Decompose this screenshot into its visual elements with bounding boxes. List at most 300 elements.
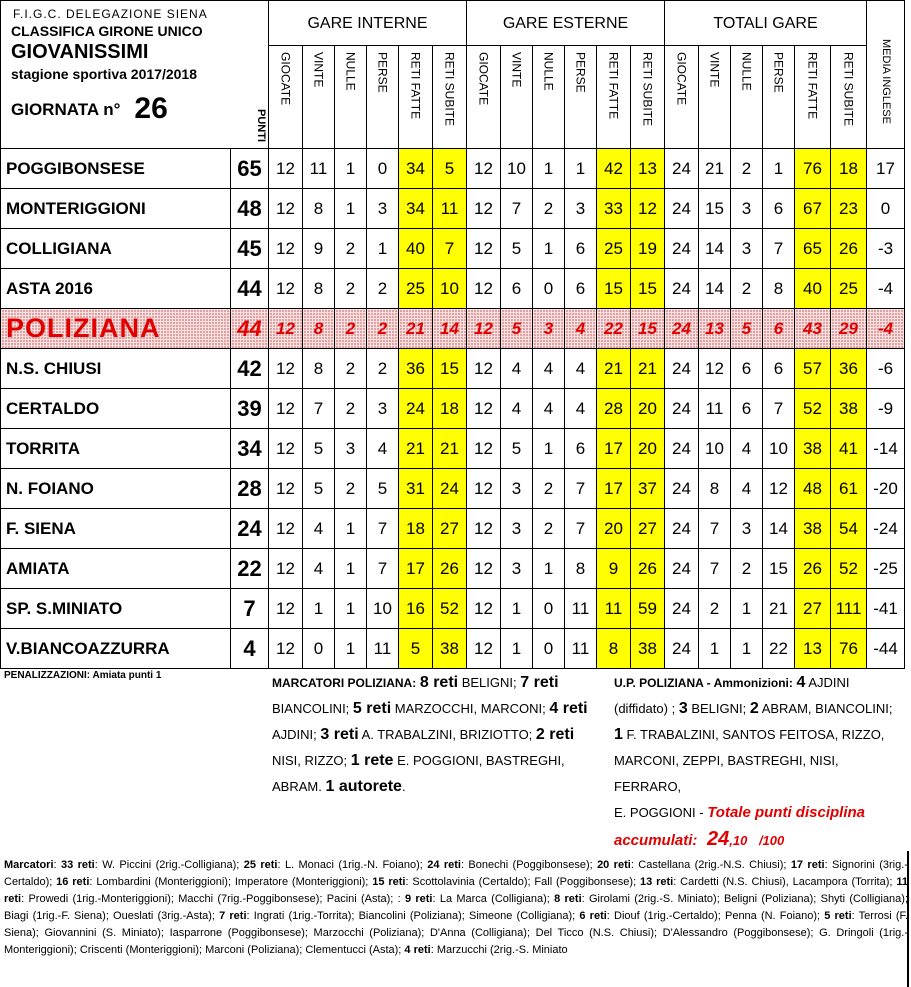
stat-cell: 24	[665, 589, 699, 629]
stat-cell: 1	[335, 149, 367, 189]
stat-cell: 12	[269, 269, 303, 309]
stat-cell: 12	[269, 509, 303, 549]
stat-cell: 7	[699, 549, 731, 589]
stat-cell: 7	[763, 229, 795, 269]
stat-cell: 27	[433, 509, 467, 549]
team-name: POGGIBONSESE	[1, 149, 231, 189]
stat-cell: 42	[597, 149, 631, 189]
stat-cell: 6	[763, 309, 795, 349]
discipline-names: BELIGNI;	[691, 701, 747, 716]
stat-cell: 0	[367, 149, 399, 189]
scorer-names: A. TRABALZINI, BRIZIOTTO;	[361, 727, 533, 742]
stat-cell: 7	[699, 509, 731, 549]
col-header-nulle: NULLE	[731, 46, 763, 149]
stat-cell: 12	[467, 429, 501, 469]
media-inglese: -6	[867, 349, 905, 389]
stat-cell: 59	[631, 589, 665, 629]
goal-count: 8 reti	[554, 893, 582, 905]
team-row	[1, 309, 905, 349]
stat-cell: 12	[269, 469, 303, 509]
stat-cell: 4	[501, 349, 533, 389]
discipline-count: 1	[614, 726, 623, 743]
col-header-reti-subite: RETI SUBITE	[433, 46, 467, 149]
stat-cell: 40	[795, 269, 831, 309]
stat-cell: 12	[467, 389, 501, 429]
stat-cell: 3	[501, 469, 533, 509]
stat-cell: 65	[795, 229, 831, 269]
discipline-count: 4	[796, 674, 806, 691]
poliziana-discipline	[614, 670, 908, 854]
stat-cell: 24	[399, 389, 433, 429]
stat-cell: 1	[533, 429, 565, 469]
media-inglese: -3	[867, 229, 905, 269]
stat-cell: 4	[565, 389, 597, 429]
stat-cell: 54	[831, 509, 867, 549]
stat-cell: 12	[467, 309, 501, 349]
stat-cell: 4	[367, 429, 399, 469]
group-header-esterne: GARE ESTERNE	[467, 1, 665, 46]
scorer-goals: 7 reti	[520, 674, 559, 691]
col-header-giocate: GIOCATE	[665, 46, 699, 149]
discipline-accum-label: accumulati:	[614, 832, 698, 849]
stat-cell: 7	[433, 229, 467, 269]
stat-cell: 3	[731, 509, 763, 549]
scorer-goals: 1 rete	[350, 752, 394, 769]
stat-cell: 2	[731, 549, 763, 589]
stat-cell: 1	[335, 509, 367, 549]
team-points: 44	[231, 269, 269, 309]
stat-cell: 11	[303, 149, 335, 189]
stat-cell: 12	[467, 189, 501, 229]
stat-cell: 8	[303, 349, 335, 389]
media-inglese: -41	[867, 589, 905, 629]
stat-cell: 48	[795, 469, 831, 509]
discipline-names: ABRAM, BIANCOLINI;	[761, 701, 893, 716]
stat-cell: 52	[831, 549, 867, 589]
media-inglese: -25	[867, 549, 905, 589]
stat-cell: 2	[335, 269, 367, 309]
org-name: F.I.G.C. DELEGAZIONE SIENA	[13, 7, 208, 21]
stat-cell: 12	[269, 229, 303, 269]
goal-count: 11 reti	[4, 876, 908, 905]
stat-cell: 15	[631, 309, 665, 349]
stat-cell: 3	[565, 189, 597, 229]
stat-cell: 1	[731, 589, 763, 629]
team-row	[1, 349, 905, 389]
scorer-list: Girolami (2rig.-S. Miniato); Beligni (Poliziana); Shyti (Colligiana); Biagi (1rig.-F. Siena); Oueslati (3rig.-Asta);	[4, 893, 909, 922]
own-goal: 1 autorete	[325, 778, 402, 795]
stat-cell: 2	[731, 269, 763, 309]
stat-cell: 21	[699, 149, 731, 189]
scorer-list: Terrosi (F. Siena); Giovannini (S. Miniato); Iasparrone (Poggibonsese); Marzocchi (Poliziana); D'Anna (Colligiana); Del Ticco (N.S. Chiusi); D'Alessandro (Poggibonsese); G. Dringoli (1rig.-Monteriggioni); Criscenti (Monteriggioni); Marconi (Poliziana); Clementucci (Asta);	[4, 910, 909, 956]
team-points: 65	[231, 149, 269, 189]
stat-cell: 7	[565, 509, 597, 549]
stat-cell: 3	[731, 189, 763, 229]
stat-cell: 24	[665, 509, 699, 549]
group-header-interne: GARE INTERNE	[269, 1, 467, 46]
stat-cell: 7	[303, 389, 335, 429]
goal-count: 9 reti	[404, 893, 433, 905]
stat-cell: 4	[501, 389, 533, 429]
col-header-media: MEDIA INGLESE	[867, 1, 905, 149]
scorer-list: Signorini (3rig.-Certaldo);	[4, 859, 908, 888]
stat-cell: 18	[399, 509, 433, 549]
stat-cell: 7	[367, 509, 399, 549]
stat-cell: 21	[399, 429, 433, 469]
scorer-list: Cardetti (N.S. Chiusi), Lacampora (Torrita);	[680, 876, 893, 888]
stat-cell: 3	[501, 549, 533, 589]
stat-cell: 34	[399, 189, 433, 229]
stat-cell: 1	[533, 549, 565, 589]
stat-cell: 8	[763, 269, 795, 309]
col-header-nulle: NULLE	[335, 46, 367, 149]
stat-cell: 18	[831, 149, 867, 189]
stat-cell: 12	[269, 549, 303, 589]
scorer-names: BIANCOLINI;	[272, 701, 350, 716]
stat-cell: 24	[665, 469, 699, 509]
stat-cell: 11	[565, 589, 597, 629]
stat-cell: 1	[501, 629, 533, 669]
stat-cell: 10	[699, 429, 731, 469]
goal-count: 6 reti	[579, 910, 607, 922]
discipline-names: MARCONI, ZEPPI, BASTREGHI, NISI, FERRARO,	[614, 753, 839, 794]
stat-cell: 1	[335, 189, 367, 229]
team-name: TORRITA	[1, 429, 231, 469]
stat-cell: 5	[367, 469, 399, 509]
col-header-reti-subite: RETI SUBITE	[631, 46, 665, 149]
stat-cell: 4	[533, 389, 565, 429]
stat-cell: 14	[433, 309, 467, 349]
discipline-total-label: Totale punti disciplina	[707, 804, 865, 821]
stat-cell: 14	[699, 229, 731, 269]
scorer-list: W. Piccini (2rig.-Colligiana);	[102, 859, 240, 871]
stat-cell: 12	[269, 629, 303, 669]
stat-cell: 2	[533, 469, 565, 509]
scorer-list: Lombardini (Monteriggioni); Imperatore (Monteriggioni);	[96, 876, 369, 888]
media-inglese: -14	[867, 429, 905, 469]
giornata-line	[11, 92, 268, 126]
goal-count: 5 reti	[824, 910, 852, 922]
team-name: N. FOIANO	[1, 469, 231, 509]
stat-cell: 7	[763, 389, 795, 429]
goal-count: 15 reti	[372, 876, 406, 888]
stat-cell: 6	[565, 429, 597, 469]
stat-cell: 38	[433, 629, 467, 669]
col-header-vinte: VINTE	[501, 46, 533, 149]
media-inglese: -4	[867, 309, 905, 349]
stat-cell: 12	[269, 349, 303, 389]
team-row	[1, 589, 905, 629]
stat-cell: 11	[565, 629, 597, 669]
stat-cell: 1	[731, 629, 763, 669]
stat-cell: 5	[303, 469, 335, 509]
team-row	[1, 149, 905, 189]
stat-cell: 12	[269, 389, 303, 429]
goal-count: 4 reti	[404, 944, 431, 956]
stat-cell: 34	[399, 149, 433, 189]
stat-cell: 38	[831, 389, 867, 429]
team-points: 24	[231, 509, 269, 549]
stat-cell: 7	[367, 549, 399, 589]
stat-cell: 7	[501, 189, 533, 229]
stat-cell: 6	[565, 269, 597, 309]
stat-cell: 6	[763, 349, 795, 389]
stat-cell: 2	[335, 389, 367, 429]
team-name: POLIZIANA	[1, 309, 231, 349]
stat-cell: 7	[565, 469, 597, 509]
goal-count: 17 reti	[790, 859, 825, 871]
stat-cell: 52	[795, 389, 831, 429]
league-scorers-label: Marcatori	[4, 859, 54, 871]
stat-cell: 8	[597, 629, 631, 669]
stat-cell: 24	[665, 429, 699, 469]
stat-cell: 2	[533, 189, 565, 229]
scorer-goals: 2 reti	[535, 726, 575, 743]
team-name: SP. S.MINIATO	[1, 589, 231, 629]
stat-cell: 25	[597, 229, 631, 269]
stat-cell: 15	[699, 189, 731, 229]
col-header-giocate: GIOCATE	[269, 46, 303, 149]
stat-cell: 20	[597, 509, 631, 549]
stat-cell: 41	[831, 429, 867, 469]
team-points: 42	[231, 349, 269, 389]
stat-cell: 4	[565, 309, 597, 349]
goal-count: 20 reti	[597, 859, 631, 871]
scorer-names: BELIGNI;	[461, 675, 517, 690]
stat-cell: 18	[433, 389, 467, 429]
discipline-count: 3	[678, 700, 688, 717]
goal-count: 13 reti	[640, 876, 674, 888]
stat-cell: 28	[597, 389, 631, 429]
goal-count: 7 reti	[219, 910, 247, 922]
col-header-vinte: VINTE	[303, 46, 335, 149]
stat-cell: 12	[763, 469, 795, 509]
col-header-giocate: GIOCATE	[467, 46, 501, 149]
stat-cell: 24	[665, 389, 699, 429]
stat-cell: 2	[335, 469, 367, 509]
media-inglese: 0	[867, 189, 905, 229]
team-points: 4	[231, 629, 269, 669]
stat-cell: 6	[763, 189, 795, 229]
giornata-label: GIORNATA n°	[11, 100, 121, 119]
punti-header: PUNTI	[255, 109, 267, 142]
stat-cell: 38	[631, 629, 665, 669]
stat-cell: 1	[335, 589, 367, 629]
stat-cell: 3	[367, 189, 399, 229]
stat-cell: 13	[631, 149, 665, 189]
stat-cell: 17	[597, 469, 631, 509]
league-scorers: Marcatori: 33 reti: W. Piccini (2rig.-Colligiana); 25 reti: L. Monaci (1rig.-N. Foiano); 24 reti: Bonechi (Poggibonsese); 20 reti: Castellana (2rig.-N.S. Chiusi); 17 reti: Signorini (3rig.-Certaldo); 16 reti: Lombardini (Monteriggioni); Imperatore (Monteriggioni); 15 reti: Scottolavinia (Certaldo); Fall (Poggibonsese); 13 reti: Cardetti (N.S. Chiusi), Lacampora (Torrita); 11 reti: Prowedi (1rig.-Monteriggioni); Macchi (7rig.-Poggibonsese); Pacini (Asta); : 9 reti: La Marca (Colligiana); 8 reti: Girolami (2rig.-S. Miniato); Beligni (Poliziana); Shyti (Colligiana); Biagi (1rig.-F. Siena); Oueslati (3rig.-Asta); 7 reti: Ingrati (1rig.-Torrita); Biancolini (Poliziana); Simeone (Colligiana); 6 reti: Diouf (1rig.-Certaldo); Penna (N. Foiano); 5 reti: Terrosi (F. Siena); Giovannini (S. Miniato); Iasparrone (Poggibonsese); Marzocchi (Poliziana); D'Anna (Colligiana); Del Ticco (N.S. Chiusi); D'Alessandro (Poggibonsese); G. Dringoli (1rig.-Monteriggioni); Criscenti (Monteriggioni); Marconi (Poliziana); Clementucci (Asta); 4 reti: Marzucchi (2rig.-S. Miniato	[4, 859, 909, 956]
team-row	[1, 229, 905, 269]
season-label: stagione sportiva 2017/2018	[11, 66, 197, 82]
stat-cell: 5	[433, 149, 467, 189]
stat-cell: 12	[269, 429, 303, 469]
stat-cell: 2	[533, 509, 565, 549]
team-points: 7	[231, 589, 269, 629]
stat-cell: 24	[665, 549, 699, 589]
stat-cell: 12	[467, 629, 501, 669]
discipline-label: U.P. POLIZIANA - Ammonizioni:	[614, 676, 793, 690]
stat-cell: 19	[631, 229, 665, 269]
stat-cell: 24	[665, 229, 699, 269]
stat-cell: 3	[731, 229, 763, 269]
stat-cell: 12	[467, 469, 501, 509]
stat-cell: 29	[831, 309, 867, 349]
scorer-names: E. POGGIONI, BASTREGHI,	[397, 753, 565, 768]
stat-cell: 12	[467, 229, 501, 269]
stat-cell: 2	[367, 309, 399, 349]
stat-cell: 3	[367, 389, 399, 429]
stat-cell: 8	[699, 469, 731, 509]
stat-cell: 11	[699, 389, 731, 429]
stat-cell: 21	[763, 589, 795, 629]
stat-cell: 111	[831, 589, 867, 629]
discipline-names: E. POGGIONI -	[614, 805, 704, 820]
stat-cell: 15	[433, 349, 467, 389]
stat-cell: 4	[731, 469, 763, 509]
stat-cell: 13	[795, 629, 831, 669]
stat-cell: 3	[335, 429, 367, 469]
stat-cell: 2	[335, 229, 367, 269]
group-header-totali: TOTALI GARE	[665, 1, 867, 46]
stat-cell: 16	[399, 589, 433, 629]
stat-cell: 21	[433, 429, 467, 469]
stat-cell: 13	[699, 309, 731, 349]
scorer-list: La Marca (Colligiana);	[439, 893, 550, 905]
stat-cell: 33	[597, 189, 631, 229]
discipline-names: AJDINI	[808, 675, 850, 690]
goal-count: 24 reti	[427, 859, 461, 871]
stat-cell: 0	[303, 629, 335, 669]
stat-cell: 12	[269, 149, 303, 189]
discipline-names: F. TRABALZINI, SANTOS FEITOSA, RIZZO,	[626, 727, 885, 742]
team-row	[1, 389, 905, 429]
stat-cell: 15	[631, 269, 665, 309]
team-name: V.BIANCOAZZURRA	[1, 629, 231, 669]
stat-cell: 6	[501, 269, 533, 309]
stat-cell: 1	[335, 549, 367, 589]
stat-cell: 12	[699, 349, 731, 389]
col-header-perse: PERSE	[367, 46, 399, 149]
goal-count: 33 reti	[60, 859, 95, 871]
scorer-names: AJDINI;	[272, 727, 317, 742]
team-row	[1, 629, 905, 669]
stat-cell: 38	[795, 509, 831, 549]
stat-cell: 0	[533, 629, 565, 669]
scorer-names: MARZOCCHI, MARCONI;	[394, 701, 546, 716]
header-info	[1, 1, 269, 149]
media-inglese: -20	[867, 469, 905, 509]
scorer-list: Bonechi (Poggibonsese);	[468, 859, 593, 871]
discipline-total-max: /100	[758, 833, 785, 848]
stat-cell: 27	[631, 509, 665, 549]
stat-cell: 1	[303, 589, 335, 629]
stat-cell: 9	[303, 229, 335, 269]
stat-cell: 1	[367, 229, 399, 269]
stat-cell: 8	[303, 309, 335, 349]
stat-cell: 1	[699, 629, 731, 669]
stat-cell: 25	[831, 269, 867, 309]
stat-cell: 2	[335, 349, 367, 389]
col-header-perse: PERSE	[763, 46, 795, 149]
stat-cell: 36	[831, 349, 867, 389]
team-name: COLLIGIANA	[1, 229, 231, 269]
col-header-reti-fatte: RETI FATTE	[795, 46, 831, 149]
stat-cell: 1	[565, 149, 597, 189]
team-name: MONTERIGGIONI	[1, 189, 231, 229]
stat-cell: 22	[763, 629, 795, 669]
stat-cell: 24	[665, 309, 699, 349]
team-name: N.S. CHIUSI	[1, 349, 231, 389]
stat-cell: 38	[795, 429, 831, 469]
stat-cell: 5	[399, 629, 433, 669]
stat-cell: 12	[467, 269, 501, 309]
penalizzazioni: PENALIZZAZIONI: Amiata punti 1	[4, 670, 162, 681]
stat-cell: 31	[399, 469, 433, 509]
stat-cell: 12	[631, 189, 665, 229]
media-inglese: -4	[867, 269, 905, 309]
col-header-vinte: VINTE	[699, 46, 731, 149]
stat-cell: 14	[763, 509, 795, 549]
scorer-goals: 8 reti	[419, 674, 459, 691]
stat-cell: 5	[501, 309, 533, 349]
discipline-names: (diffidato) ;	[614, 701, 676, 716]
stat-cell: 5	[501, 429, 533, 469]
stat-cell: 2	[731, 149, 763, 189]
stat-cell: 10	[501, 149, 533, 189]
col-header-nulle: NULLE	[533, 46, 565, 149]
goal-count: 16 reti	[56, 876, 90, 888]
team-points: 39	[231, 389, 269, 429]
stat-cell: 1	[763, 149, 795, 189]
team-row	[1, 269, 905, 309]
stat-cell: 12	[269, 189, 303, 229]
stat-cell: 8	[303, 269, 335, 309]
stat-cell: 14	[699, 269, 731, 309]
stat-cell: 5	[731, 309, 763, 349]
team-row	[1, 549, 905, 589]
stat-cell: 21	[399, 309, 433, 349]
col-header-reti-subite: RETI SUBITE	[831, 46, 867, 149]
stat-cell: 12	[467, 509, 501, 549]
discipline-count: 2	[749, 700, 759, 717]
stat-cell: 6	[731, 389, 763, 429]
team-row	[1, 469, 905, 509]
stat-cell: 26	[631, 549, 665, 589]
scorer-names: ABRAM.	[272, 779, 322, 794]
team-points: 28	[231, 469, 269, 509]
scorer-list: Castellana (2rig.-N.S. Chiusi);	[638, 859, 787, 871]
stat-cell: 11	[433, 189, 467, 229]
stat-cell: 37	[631, 469, 665, 509]
stat-cell: 24	[665, 149, 699, 189]
scorer-list: Prowedi (1rig.-Monteriggioni); Macchi (7rig.-Poggibonsese); Pacini (Asta); :	[28, 893, 401, 905]
stat-cell: 26	[795, 549, 831, 589]
classifica-title: CLASSIFICA GIRONE UNICO	[11, 23, 203, 39]
stat-cell: 21	[631, 349, 665, 389]
stat-cell: 12	[269, 309, 303, 349]
stat-cell: 11	[597, 589, 631, 629]
stat-cell: 1	[533, 229, 565, 269]
scorer-goals: 3 reti	[320, 726, 359, 743]
stat-cell: 6	[565, 229, 597, 269]
stat-cell: 23	[831, 189, 867, 229]
col-header-reti-fatte: RETI FATTE	[597, 46, 631, 149]
stat-cell: 26	[433, 549, 467, 589]
stat-cell: 1	[501, 589, 533, 629]
team-name: AMIATA	[1, 549, 231, 589]
stat-cell: 67	[795, 189, 831, 229]
